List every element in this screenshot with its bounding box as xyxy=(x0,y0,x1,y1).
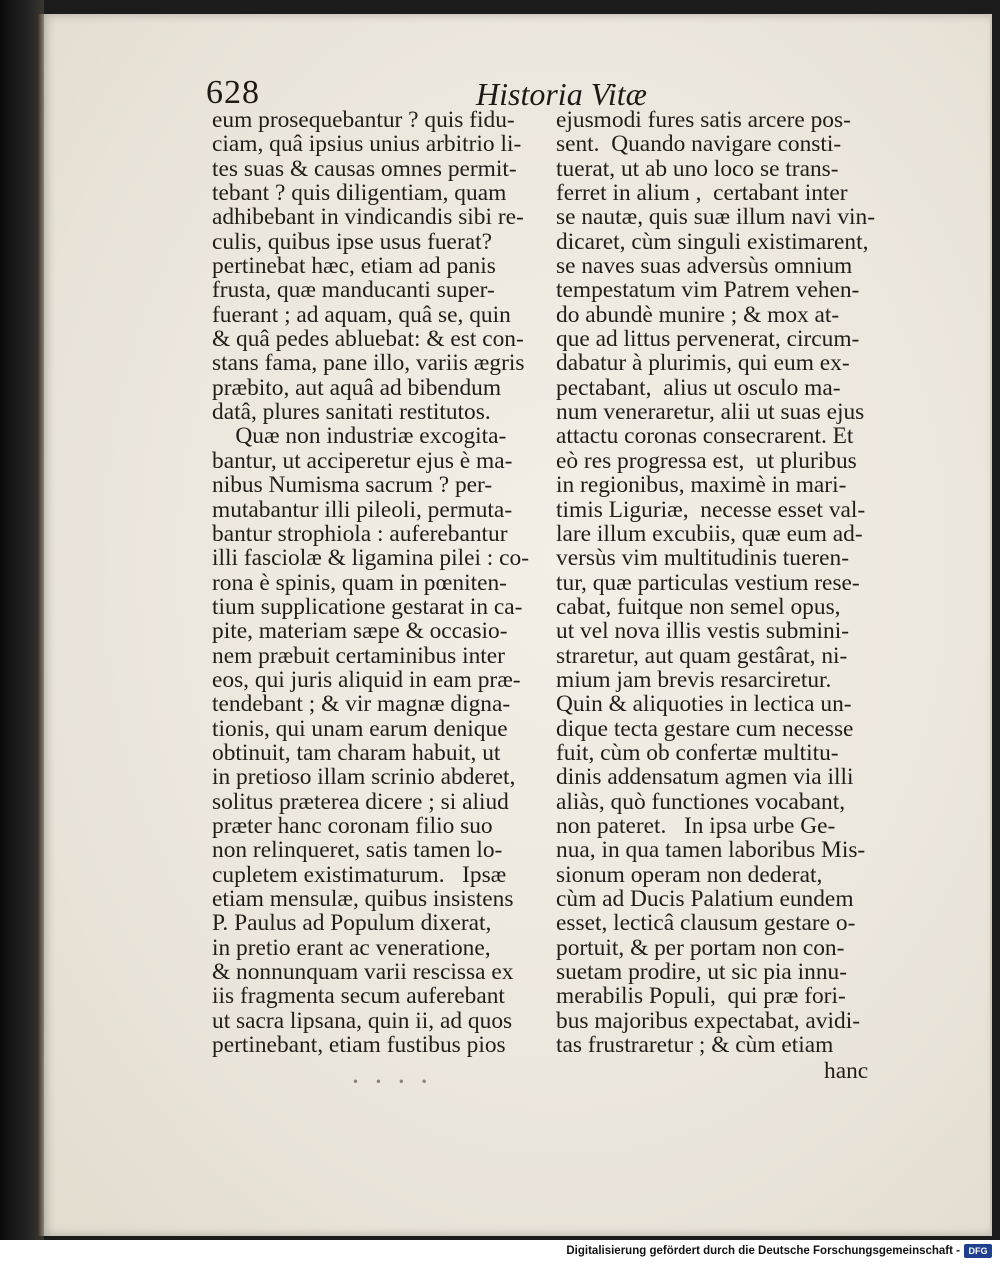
left-column-line: iis fragmenta secum auferebant xyxy=(212,983,505,1010)
right-column-line: ferret in alium , certabant inter xyxy=(556,180,848,207)
page-gutter-edge xyxy=(38,14,44,1236)
right-column-line: esset, lecticâ clausum gestare o- xyxy=(556,910,856,937)
catchword: hanc xyxy=(824,1058,869,1084)
running-head: Historia Vitæ xyxy=(476,76,647,112)
right-column-line: dabatur à plurimis, qui eum ex- xyxy=(556,350,850,377)
left-column-line: tium supplicatione gestarat in ca- xyxy=(212,593,523,620)
left-column-line: pertinebat hæc, etiam ad panis xyxy=(212,253,496,280)
right-column-line: merabilis Populi, qui præ fori- xyxy=(556,983,846,1010)
left-column-line: pite, materiam sæpe & occasio- xyxy=(212,618,508,645)
left-text-column xyxy=(212,108,538,1057)
right-column-line: Quin & aliquoties in lectica un- xyxy=(556,691,852,718)
left-column-line: etiam mensulæ, quibus insistens xyxy=(212,886,514,912)
right-column-line: num veneraretur, alii ut suas ejus xyxy=(556,399,865,426)
left-column-line: bantur, ut acciperetur ejus è ma- xyxy=(212,447,513,474)
right-column-line: nua, in qua tamen laboribus Mis- xyxy=(556,837,866,864)
left-column-line: præbito, aut aquâ ad bibendum xyxy=(212,374,502,401)
left-column-line: illi fasciolæ & ligamina pilei : co- xyxy=(212,545,530,572)
left-column-line: solitus præterea dicere ; si aliud xyxy=(212,788,509,815)
right-column-line: do abundè munire ; & mox at- xyxy=(556,301,840,328)
right-column-line: tas frustraretur ; & cùm etiam xyxy=(556,1032,834,1059)
right-column-line: attactu coronas consecrarent. Et xyxy=(556,423,854,450)
left-column-line: ciam, quâ ipsius unius arbitrio li- xyxy=(212,131,522,158)
left-column-line: bantur strophiola : auferebantur xyxy=(212,520,508,547)
left-column-line: & nonnunquam varii rescissa ex xyxy=(212,959,514,986)
left-column-line: adhibebant in vindicandis sibi re- xyxy=(212,204,524,231)
left-column-line: fuerant ; ad aquam, quâ se, quin xyxy=(212,301,511,328)
left-column-line: tionis, qui unam earum denique xyxy=(212,715,508,742)
right-column-line: que ad littus pervenerat, circum- xyxy=(556,326,860,353)
left-column-line: obtinuit, tam charam habuit, ut xyxy=(212,739,501,766)
right-column-line: ut vel nova illis vestis submini- xyxy=(556,618,850,645)
left-column-line: non relinqueret, satis tamen lo- xyxy=(212,837,503,864)
left-column-line: frusta, quæ manducanti super- xyxy=(212,277,495,304)
left-column-line: Quæ non industriæ excogita- xyxy=(212,423,507,450)
right-column-line: suetam prodire, ut sic pia innu- xyxy=(556,959,848,986)
left-column-line: pertinebant, etiam fustibus pios xyxy=(212,1032,506,1059)
left-column-line: eos, qui juris aliquid in eam præ- xyxy=(212,666,521,693)
left-column-line: cupletem existimaturum. Ipsæ xyxy=(212,861,507,888)
right-column-line: dinis addensatum agmen via illi xyxy=(556,764,854,791)
right-column-line: pectabant, alius ut osculo ma- xyxy=(556,374,841,401)
left-column-line: mutabantur illi pileoli, permuta- xyxy=(212,496,513,523)
dfg-logo: DFG xyxy=(964,1244,992,1258)
page-number: 628 xyxy=(206,74,260,111)
right-column-line: portuit, & per portam non con- xyxy=(556,934,845,961)
left-column-line: tebant ? quis diligentiam, quam xyxy=(212,180,507,207)
right-column-line: in regionibus, maximè in mari- xyxy=(556,472,847,499)
left-column-line: culis, quibus ipse usus fuerat? xyxy=(212,228,492,255)
right-column-line: non pateret. In ipsa urbe Ge- xyxy=(556,812,836,839)
right-column-line: aliàs, quò functiones vocabant, xyxy=(556,788,846,815)
right-column-line: ejusmodi fures satis arcere pos- xyxy=(556,107,851,133)
right-column-line: tur, quæ particulas vestium rese- xyxy=(556,569,860,596)
left-column-line: P. Paulus ad Populum dixerat, xyxy=(212,910,492,937)
right-column-line: fuit, cùm ob confertæ multitu- xyxy=(556,739,839,766)
left-column-line: nibus Numisma sacrum ? per- xyxy=(212,472,493,499)
right-column-line: bus majoribus expectabat, avidi- xyxy=(556,1007,860,1034)
right-column-line: sent. Quando navigare consti- xyxy=(556,131,842,158)
right-column-line: cùm ad Ducis Palatium eundem xyxy=(556,886,854,912)
left-column-line: rona è spinis, quam in pœniten- xyxy=(212,569,507,596)
left-column-line: tendebant ; & vir magnæ digna- xyxy=(212,691,511,718)
right-column-line: tempestatum vim Patrem vehen- xyxy=(556,277,860,304)
right-column-line: cabat, fuitque non semel opus, xyxy=(556,593,841,620)
right-column-line: se nautæ, quis suæ illum navi vin- xyxy=(556,204,876,231)
right-column-line: dique tecta gestare cum necesse xyxy=(556,715,854,742)
left-column-line: tes suas & causas omnes permit- xyxy=(212,155,517,182)
right-column-line: se naves suas adversùs omnium xyxy=(556,253,853,280)
left-column-line: præter hanc coronam filio suo xyxy=(212,812,493,839)
left-column-line: eum prosequebantur ? quis fidu- xyxy=(212,107,515,133)
right-column-line: eò res progressa est, ut pluribus xyxy=(556,447,857,474)
left-column-line: stans fama, pane illo, variis ægris xyxy=(212,350,525,377)
right-column-line: timis Liguriæ, necesse esset val- xyxy=(556,496,866,523)
right-column-line: dicaret, cùm singuli existimarent, xyxy=(556,228,869,255)
left-column-line: ut sacra lipsana, quin ii, ad quos xyxy=(212,1007,513,1034)
right-column-line: lare illum excubiis, quæ eum ad- xyxy=(556,520,863,547)
ink-smudge: • • • • xyxy=(352,1075,434,1089)
right-column-line: mium jam brevis resarciretur. xyxy=(556,666,832,693)
left-column-line: in pretio erant ac veneratione, xyxy=(212,934,491,961)
left-column-line: in pretioso illam scrinio abderet, xyxy=(212,764,516,791)
right-text-column xyxy=(556,108,876,1057)
left-column-line: & quâ pedes abluebat: & est con- xyxy=(212,326,524,353)
right-column-line: tuerat, ut ab uno loco se trans- xyxy=(556,155,839,182)
left-column-line: datâ, plures sanitati restitutos. xyxy=(212,399,491,426)
right-column-line: straretur, aut quam gestârat, ni- xyxy=(556,642,848,669)
left-column-line: nem præbuit certaminibus inter xyxy=(212,642,505,669)
right-column-line: versùs vim multitudinis tueren- xyxy=(556,545,849,572)
funding-notice: Digitalisierung gefördert durch die Deutsche Forschungsgemeinschaft - xyxy=(566,1245,960,1257)
right-column-line: sionum operam non dederat, xyxy=(556,861,823,888)
